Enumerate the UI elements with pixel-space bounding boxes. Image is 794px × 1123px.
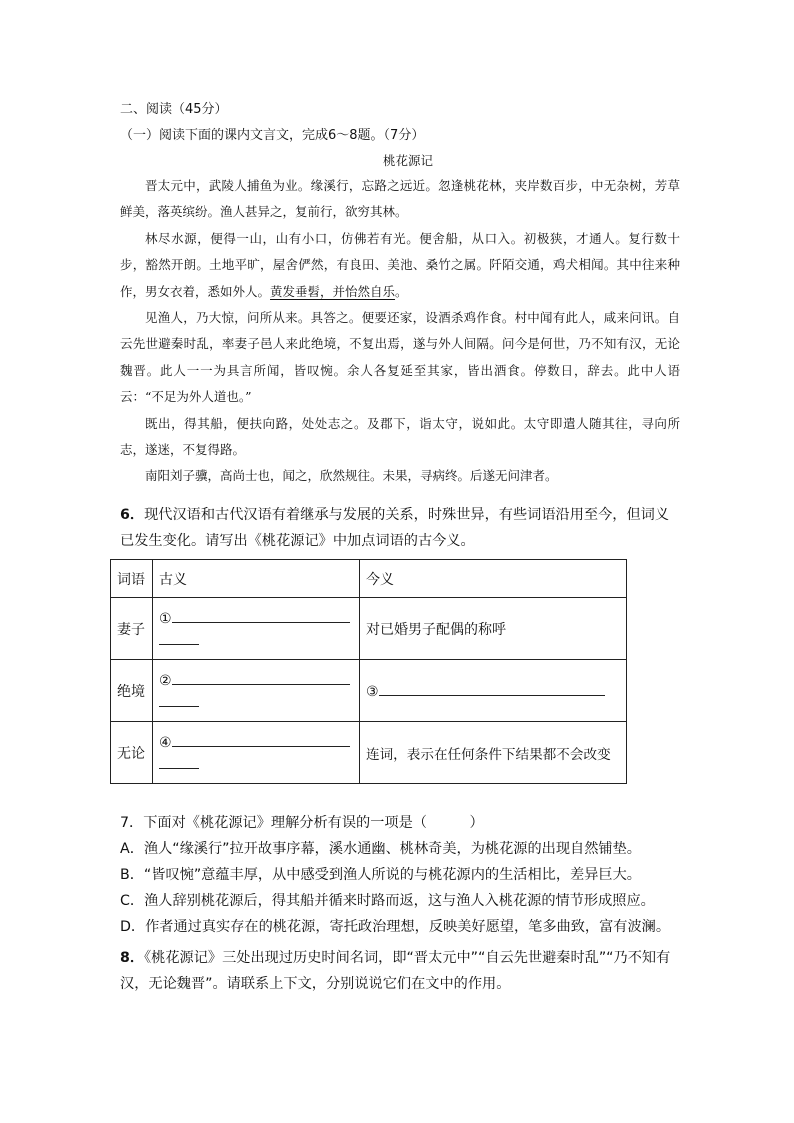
poem-title: 桃花源记 <box>383 153 434 168</box>
row-modern: 连词，表示在任何条件下结果都不会改变 <box>360 722 627 784</box>
ancient-answer-cell[interactable] <box>153 660 360 722</box>
circled-number: ① <box>159 610 172 627</box>
row-word: 绝境 <box>111 660 153 722</box>
paragraph-2 <box>120 226 680 305</box>
paragraph-1: 晋太元中，武陵人捕鱼为业。缘溪行，忘路之远近。忽逢桃花林，夹岸数百步，中无杂树，芳草鲜美，落英缤纷。渔人甚异之，复前行，欲穷其林。 <box>120 178 680 220</box>
paragraph-2-end: 。 <box>395 283 408 299</box>
option-c[interactable]: C．渔人辞别桃花源后，得其船并循来时路而返，这与渔人入桃花源的情节形成照应。 <box>120 893 655 909</box>
table-row <box>111 598 627 660</box>
question-7-stem: 7．下面对《桃花源记》理解分析有误的一项是（ ） <box>120 815 484 831</box>
paragraph-5: 南阳刘子骥，高尚士也，闻之，欣然规往。未果，寻病终。后遂无问津者。 <box>145 468 558 484</box>
option-b[interactable]: B．“皆叹惋”意蕴丰厚，从中感受到渔人所说的与桃花源内的生活相比，差异巨大。 <box>120 867 641 883</box>
option-d[interactable]: D．作者通过真实存在的桃花源，寄托政治理想，反映美好愿望，笔多曲致，富有波澜。 <box>120 919 671 935</box>
paragraph-2-text: 林尽水源，便得一山，山有小口，仿佛若有光。便舍船，从口入。初极狭，才通人。复行数十步，豁然开朗。土地平旷，屋舍俨然，有良田、美池、桑竹之属。阡陌交通，鸡犬相闻。其中往来种作，男女衣着，悉如外人。 <box>120 230 680 299</box>
answer-blank[interactable] <box>379 681 605 696</box>
section-heading: 二、阅读（45分） <box>120 102 228 117</box>
answer-blank-continued[interactable] <box>159 630 199 645</box>
ancient-answer-cell[interactable] <box>153 722 360 784</box>
question-6-text: 现代汉语和古代汉语有着继承与发展的关系，时殊世异，有些词语沿用至今，但词义已发生变化。请写出《桃花源记》中加点词语的古今义。 <box>120 507 670 549</box>
classical-text <box>120 173 680 490</box>
question-7 <box>120 810 680 940</box>
underlined-phrase: 黄发垂髫，并怡然自乐 <box>270 283 396 299</box>
row-modern: 对已婚男子配偶的称呼 <box>360 598 627 660</box>
paragraph-4: 既出，得其船，便扶向路，处处志之。及郡下，诣太守，说如此。太守即遣人随其往，寻向所志，遂迷，不复得路。 <box>120 415 680 458</box>
circled-number: ② <box>159 672 172 689</box>
row-word: 妻子 <box>111 598 153 660</box>
header-word: 词语 <box>111 560 153 598</box>
modern-answer-cell[interactable] <box>360 660 627 722</box>
table-header-row <box>111 560 627 598</box>
question-6-number: 6． <box>120 507 145 523</box>
question-6 <box>120 502 680 554</box>
answer-blank-continued[interactable] <box>159 692 199 707</box>
word-meaning-table <box>110 559 627 784</box>
header-ancient: 古义 <box>153 560 360 598</box>
circled-number: ④ <box>159 734 172 751</box>
table-row <box>111 660 627 722</box>
part-heading: （一）阅读下面的课内文言文，完成6～8题。（7分） <box>120 128 425 143</box>
question-8 <box>120 945 680 997</box>
ancient-answer-cell[interactable] <box>153 598 360 660</box>
answer-blank[interactable] <box>172 670 350 685</box>
header-modern: 今义 <box>360 560 627 598</box>
row-word: 无论 <box>111 722 153 784</box>
answer-blank[interactable] <box>172 608 350 623</box>
question-8-number: 8． <box>120 950 145 966</box>
table-row <box>111 722 627 784</box>
paragraph-3: 见渔人，乃大惊，问所从来。具答之。便要还家，设酒杀鸡作食。村中闻有此人，咸来问讯。自云先世避秦时乱，率妻子邑人来此绝境，不复出焉，遂与外人间隔。问今是何世，乃不知有汉，无论魏晋。此人一一为具言所闻，皆叹惋。余人各复延至其家，皆出酒食。停数日，辞去。此中人语云：“不足为外人道也。” <box>120 310 680 405</box>
answer-blank[interactable] <box>172 732 350 747</box>
circled-number: ③ <box>366 684 379 700</box>
option-a[interactable]: A．渔人“缘溪行”拉开故事序幕，溪水通幽、桃林奇美，为桃花源的出现自然铺垫。 <box>120 841 641 857</box>
answer-blank-continued[interactable] <box>159 754 199 769</box>
question-8-text: 《桃花源记》三处出现过历史时间名词，即“晋太元中”“自云先世避秦时乱”“乃不知有汉，无论魏晋”。请联系上下文，分别说说它们在文中的作用。 <box>120 950 671 992</box>
